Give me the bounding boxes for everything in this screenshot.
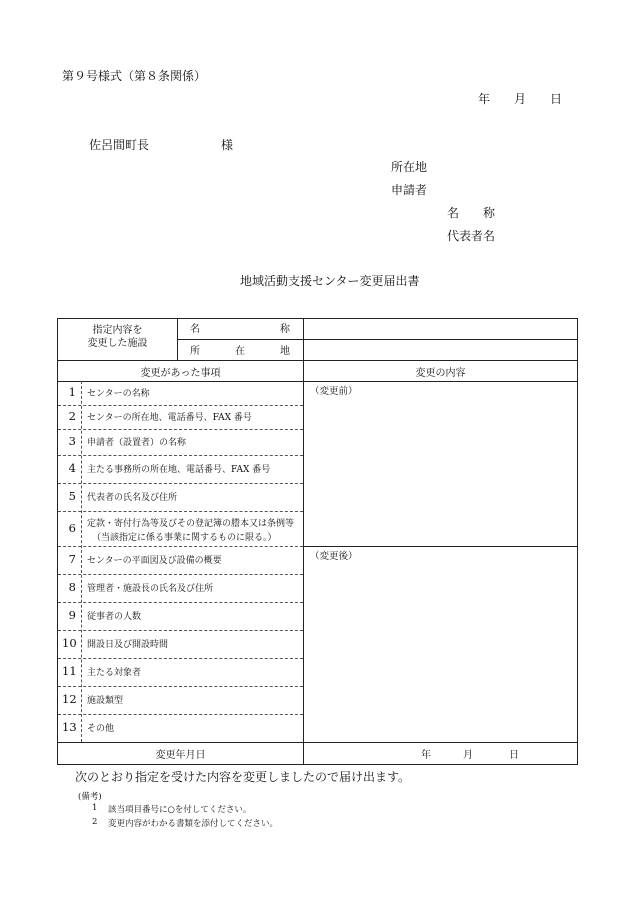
item-number[interactable]: 13 [62, 720, 77, 734]
item-number[interactable]: 4 [68, 461, 76, 475]
item-number[interactable]: 12 [62, 692, 77, 706]
notes-heading: (備考) [78, 792, 102, 802]
item-text: センターの名称 [87, 389, 150, 399]
applicant-label: 申請者 [391, 183, 428, 197]
document-title: 地域活動支援センター変更届出書 [240, 274, 420, 288]
item-number[interactable]: 2 [68, 409, 76, 423]
change-date-day: 日 [509, 750, 519, 761]
row-divider [58, 511, 303, 512]
form-number: 第９号様式（第８条関係） [62, 69, 207, 83]
change-date-month: 月 [463, 750, 473, 761]
item-number[interactable]: 5 [68, 489, 76, 503]
date-year-label: 年 [478, 92, 491, 106]
date-month-label: 月 [514, 92, 527, 106]
row-divider [58, 405, 303, 406]
facility-name-label-2: 称 [280, 324, 290, 335]
facility-label [58, 324, 177, 350]
representative-label: 代表者名 [447, 229, 496, 243]
row-divider [58, 658, 303, 659]
item-number[interactable]: 3 [68, 434, 76, 448]
date-day-label: 日 [550, 92, 563, 106]
addressee-honorific: 様 [221, 138, 234, 152]
name-label-2: 称 [483, 206, 496, 220]
facility-address-label-1: 所 [190, 346, 200, 357]
change-date-label: 変更年月日 [155, 750, 206, 761]
before-label: （変更前） [310, 386, 358, 397]
content-header: 変更の内容 [415, 368, 466, 379]
item-number[interactable]: 7 [68, 552, 76, 566]
item-number[interactable]: 1 [68, 385, 76, 399]
item-text: 定款・寄付行為等及びその登記簿の謄本又は条例等 [87, 518, 295, 529]
row-divider [58, 630, 303, 631]
facility-label-line2: 変更した施設 [87, 338, 148, 349]
addressee-name: 佐呂間町長 [89, 138, 150, 152]
statement: 次のとおり指定を受けた内容を変更しましたので届け出ます。 [75, 770, 411, 784]
item-text: 施設類型 [87, 696, 124, 706]
row-divider [58, 686, 303, 687]
facility-address-label [190, 342, 290, 357]
row-divider [58, 574, 303, 575]
facility-address-label-3: 地 [280, 346, 290, 357]
item-number[interactable]: 11 [62, 664, 77, 678]
item-text: センターの平面図及び設備の概要 [87, 556, 222, 566]
item-text: 従事者の人数 [87, 612, 142, 622]
item-text: 代表者の氏名及び住所 [87, 493, 178, 503]
row-divider [58, 429, 303, 430]
note-text: 該当項目番号に○を付してください。 [108, 805, 252, 815]
facility-name-label-1: 名 [190, 324, 200, 335]
item-text: 主たる対象者 [87, 668, 142, 678]
row-divider [58, 714, 303, 715]
item-text: 開設日及び開設時間 [87, 640, 169, 650]
facility-name-label [190, 320, 290, 335]
item-number[interactable]: 6 [68, 520, 76, 535]
change-date-year: 年 [421, 750, 431, 761]
row-divider [58, 455, 303, 456]
item-text: その他 [87, 724, 115, 734]
row-divider [58, 546, 303, 547]
item-text-note: （当該指定に係る事業に関するものに限る。） [92, 532, 277, 543]
row-divider [58, 483, 303, 484]
item-number[interactable]: 9 [68, 608, 76, 622]
facility-label-line1: 指定内容を [92, 325, 143, 336]
item-text: センターの所在地、電話番号、FAX 番号 [87, 413, 252, 423]
name-label-1: 名 [447, 206, 460, 220]
facility-address-label-2: 在 [235, 346, 245, 357]
item-text: 管理者・施設長の氏名及び住所 [87, 584, 214, 594]
address-label: 所在地 [391, 160, 428, 174]
item-text: 申請者（設置者）の名称 [87, 438, 187, 448]
after-label: （変更後） [310, 551, 358, 562]
row-divider [58, 602, 303, 603]
item-number[interactable]: 8 [68, 580, 76, 594]
items-header: 変更があった事項 [140, 368, 221, 379]
item-number[interactable]: 10 [62, 636, 77, 650]
note-number: 1 [92, 803, 98, 813]
note-text: 変更内容がわかる書類を添付してください。 [108, 819, 279, 829]
note-number: 2 [92, 817, 98, 827]
item-text: 主たる事務所の所在地、電話番号、FAX 番号 [87, 465, 271, 475]
